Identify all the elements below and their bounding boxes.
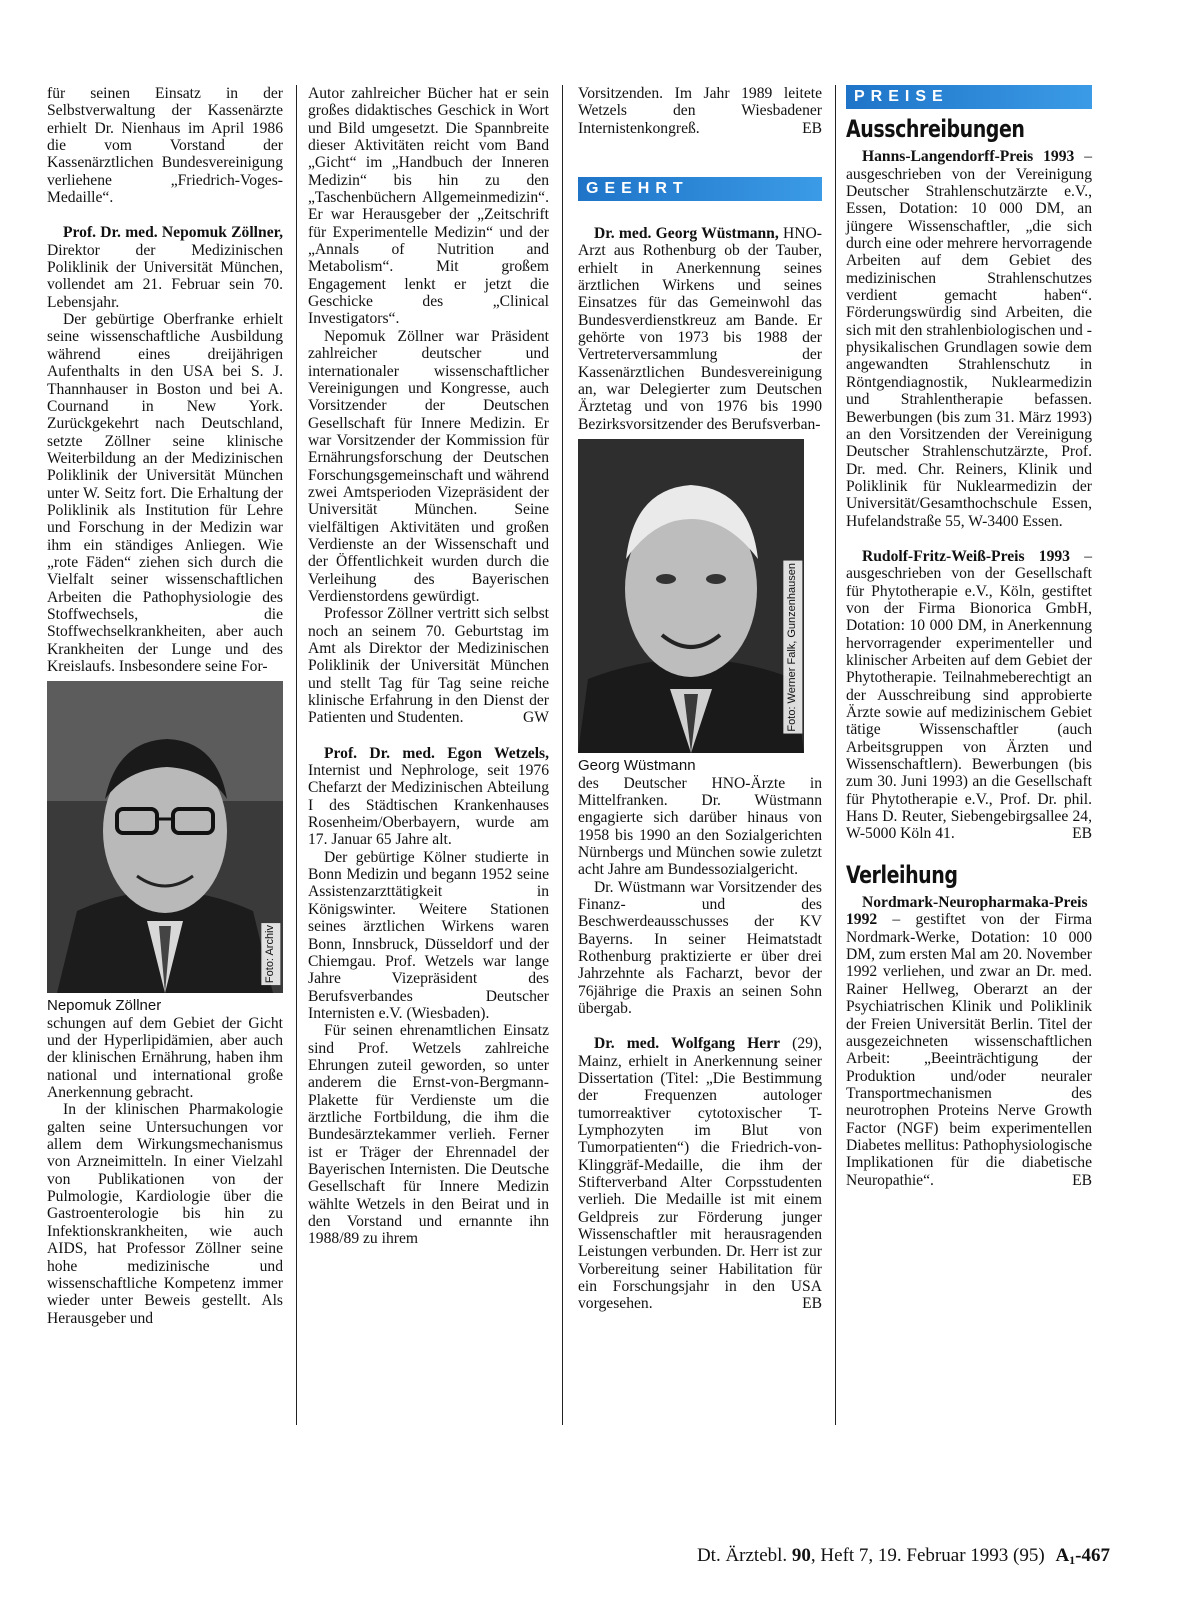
paragraph: Der gebürtige Kölner studierte in Bonn Medizin und begann 1952 seine Assistenzarzttätigkeit in Königswinter. Weitere Stationen seines ärztlichen Wirkens waren Bonn, Innsbruck, Düsseldorf und der Chiemgau. Prof. Wetzels war lange Jahre Vizepräsident des Berufsverbandes Deutscher Internisten e.V. (Wiesbaden). [308,848,549,1022]
paragraph: für seinen Einsatz in der Selbstverwaltung der Kassenärzte erhielt Dr. Nienhaus im April 1986 die vom Vorstand der Kassenärztlichen Bundesvereinigung verliehene „Friedrich-Voges-Medaille“. [47,85,283,207]
journal-issue: , Heft 7, 19. Februar 1993 (95) [810,1545,1045,1566]
paragraph: des Deutscher HNO-Ärzte in Mittelfranken. Dr. Wüstmann engagierte sich darüber hinaus von 1958 bis 1990 an den Sozialgerichten Nürnbergs und München sowie zuletzt acht Jahre am Bundessozialgericht. [578,774,822,879]
paragraph: Professor Zöllner vertritt sich selbst noch an seinem 70. Geburtstag im Amt als Direktor der Medizinischen Poliklinik der Universität München und stellt Tag für Tag seine reiche klinische Erfahrung in den Dienst der Patienten und Studenten. GW [308,605,549,727]
paragraph: In der klinischen Pharmakologie galten seine Untersuchungen vor allem dem Wirkungsmechanismus von Arzneimitteln. In einer Vielzahl von Publikationen von der Pulmologie, Kardiologie über die Gastroenterologie bis hin zu Infektionskrankheiten, wie auch AIDS, hat Professor Zöllner seine hohe medizinische und wissenschaftliche Kompetenz immer wieder unter Beweis gestellt. Als Herausgeber und [47,1101,283,1327]
photo-credit: Foto: Werner Falk, Gunzenhausen [783,561,802,734]
paragraph: Dr. med. Georg Wüstmann, HNO-Arzt aus Rothenburg ob der Tauber, erhielt in Anerkennung seines ärztlichen Wirkens und seines Einsatzes für das Gemeinwohl das Bundesverdienstkreuz am Bande. Er gehörte von 1973 bis 1988 der Vertreterversammlung der Kassenärztlichen Bundesvereinigung an, war Delegierter zum Deutschen Ärztetag und von 1976 bis 1990 Bezirksvorsitzender des Berufsverban- [578,225,822,433]
journal-volume: 90 [791,1545,811,1566]
photo-caption: Nepomuk Zöllner [47,997,162,1015]
column-2 [308,85,549,1248]
portrait-wuestmann-image [578,439,804,753]
paragraph: Dr. med. Wolfgang Herr (29), Mainz, erhielt in Anerkennung seiner Dissertation (Titel: „Die Bestimmung der Frequenzen autologer tumorreaktiver cytotoxischer T-Lymphozyten im Blut von Tumorpatienten“) die Friedrich-von-Klinggräf-Medaille, die ihm der Stifterverband Alter Corpsstudenten verlieh. Die Medaille ist mit einem Geldpreis zur Förderung junger Wissenschaftler mit herausragenden Leistungen verbunden. Dr. Herr ist zur Vorbereitung seiner Habilitation für ein Forschungsjahr in den USA vorgesehen. EB [578,1035,823,1313]
paragraph: Nepomuk Zöllner war Präsident zahlreicher deutscher und internationaler wissenschaftlicher Vereinigungen und Kongresse, auch Vorsitzender der Deutschen Gesellschaft für Innere Medizin. Er war Vorsitzender der Kommission für Ernährungsforschung der Deutschen Forschungsgemeinschaft und während zwei Amtsperioden Vizepräsident der Universität München. Seine vielfältigen Aktivitäten und großen Verdienste an der Wissenschaft und der Öffentlichkeit wurden durch die Verleihung des Bayerischen Verdienstordens gewürdigt. [308,327,549,605]
column-3 [578,85,822,1313]
portrait-zoellner-image [47,681,283,993]
paragraph: Prof. Dr. med. Nepomuk Zöllner, Direktor der Medizinischen Poliklinik der Universität München, vollendet am 21. Februar sein 70. Lebensjahr. [47,224,283,311]
person-name: Dr. med. Georg Wüstmann, [594,225,779,243]
paragraph: Der gebürtige Oberfranke erhielt seine wissenschaftliche Ausbildung während eines dreijährigen Aufenthalts in den USA bei S. J. Thannhauser in Boston und bei A. Cournand in New York. Zurückgekehrt nach Deutschland, setzte Zöllner seine klinische Weiterbildung an der Medizinischen Poliklinik der Universität München unter W. Seitz fort. Die Erhaltung der Poliklinik als Institution für Lehre und Forschung in der Medizin war ihm ein ständiges Anliegen. Wie „rote Fäden“ ziehen sich durch die Vielfalt seiner wissenschaftlichen Arbeiten die Pathophysiologie des Stoffwechsels, die Stoffwechselkrankheiten, aber auch Krankheiten der Lunge und des Kreislaufs. Insbesondere seine For- [47,311,283,675]
person-name: Prof. Dr. med. Nepomuk Zöllner, [63,224,283,242]
paragraph: Dr. Wüstmann war Vorsitzender des Finanz- und des Beschwerdeausschusses der KV Bayerns. In seiner Heimatstadt Rothenburg praktizierte er über drei Jahrzehnte als Facharzt, bevor der 76jährige die Praxis an seinen Sohn übergab. [578,878,822,1017]
author-sign: GW [523,709,549,727]
prize-name: Rudolf-Fritz-Weiß-Preis 1993 [862,547,1070,565]
author-sign: EB [1072,825,1092,843]
section-banner-geehrt: GEEHRT [578,177,822,201]
column-4 [846,85,1092,1189]
portrait-photo-zoellner [47,681,283,993]
prize-name: Hanns-Langendorff-Preis 1993 [862,148,1075,166]
column-divider [296,85,297,1425]
author-sign: EB [802,1295,822,1313]
section-banner-preise: PREISE [846,85,1092,109]
paragraph: Prof. Dr. med. Egon Wetzels, Internist und Nephrologe, seit 1976 Chefarzt der Medizinischen Abteilung I des Städtischen Krankenhauses Rosenheim/Oberbayern, wurde am 17. Januar 65 Jahre alt. [308,744,549,849]
author-sign: EB [802,119,822,137]
column-divider [562,85,563,1425]
person-name: Dr. med. Wolfgang Herr [594,1035,781,1053]
prize-name: Nordmark-Neuropharmaka-Preis 1992 [846,894,1088,929]
paragraph: Autor zahlreicher Bücher hat er sein großes didaktisches Geschick in Wort und Bild umgesetzt. Die Spannbreite dieser Aktivitäten reicht vom Band „Gicht“ im „Handbuch der Inneren Medizin“ bis hin zu den „Taschenbüchern Allgemeinmedizin“. Er war Herausgeber der „Zeitschrift für Experimentelle Medizin“ und der „Annals of Nutrition and Metabolism“. Mit großem Engagement lenkt er jetzt die Geschicke des „Clinical Investigators“. [308,85,549,328]
column-divider [835,85,836,1425]
photo-credit: Foto: Archiv [261,923,280,985]
paragraph: schungen auf dem Gebiet der Gicht und der Hyperlipidämien, aber auch der klinischen Ernährung, haben ihm national und international große Anerkennung gebracht. [47,1014,283,1102]
paragraph: Hanns-Langendorff-Preis 1993 – ausgeschrieben von der Vereinigung Deutscher Strahlenschutzärzte e.V., Essen, Dotation: 10 000 DM, an jüngere Wissenschaftler, „die sich durch eine oder mehrere hervorragende Arbeiten auf dem Gebiet des medizinischen Strahlenschutzes verdient gemacht haben“. Förderungswürdig sind Arbeiten, die sich mit den strahlenbiologischen und -physikalischen Grundlagen sowie dem angewandten Strahlenschutz in Röntgendiagnostik, Nuklearmedizin und Strahlentherapie befassen. Bewerbungen (bis zum 31. März 1993) an den Vorsitzenden der Vereinigung Deutscher Strahlenschutzärzte, Prof. Dr. med. Chr. Reiners, Klinik und Poliklinik für Nuklearmedizin der Universität/Gesamthochschule Essen, Hufelandstraße 55, W-3400 Essen. [846,148,1092,530]
person-name: Prof. Dr. med. Egon Wetzels, [324,744,549,762]
column-1 [47,85,283,1327]
author-sign: EB [1072,1171,1092,1189]
photo-caption: Georg Wüstmann [578,757,696,775]
paragraph: Nordmark-Neuropharmaka-Preis 1992 – gestiftet von der Firma Nordmark-Werke, Dotation: 10 000 DM, zum ersten Mal am 20. November 1992 verliehen, und zwar an Dr. med. Rainer Hellweg, Oberarzt an der Psychiatrischen Klinik und Poliklinik der Freien Universität Berlin. Titel der ausgezeichneten wissenschaftlichen Arbeit: „Beeinträchtigung der Produktion und/oder neuraler Transportmechanismen des neurotrophen Proteins Nerve Growth Factor (NGF) beim experimentellen Diabetes mellitus: Pathophysiologische Implikationen für die diabetische Neuropathie“. EB [846,894,1093,1189]
page-footer [697,1545,1110,1568]
paragraph: Rudolf-Fritz-Weiß-Preis 1993 – ausgeschrieben von der Gesellschaft für Phytotherapie e.V., Köln, gestiftet von der Firma Bionorica GmbH, Dotation: 10 000 DM, in Anerkennung hervorragender experimenteller und klinischer Arbeiten auf dem Gebiet der Phytotherapie. Teilnahmeberechtigt an der Ausschreibung sind approbierte Ärzte sowie auf medizinischem Gebiet tätige Wissenschaftler (auch Arbeitsgruppen von Ärzten und Wissenschaftlern). Bewerbungen (bis zum 30. Juni 1993) an die Gesellschaft für Phytotherapie e.V., Prof. Dr. phil. Hans D. Reuter, Siebengebirgsallee 24, W-5000 Köln 41. EB [846,547,1092,843]
journal-name: Dt. Ärztebl. [696,1545,788,1566]
paragraph: Für seinen ehrenamtlichen Einsatz sind Prof. Wetzels zahlreiche Ehrungen zuteil geworden, so unter anderem die Ernst-von-Bergmann-Plakette für Verdienste um die ärztliche Fortbildung, die ihm die Bundesärztekammer verlieh. Ferner ist er Träger der Ehrennadel der Bayerischen Internisten. Die Deutsche Gesellschaft für Innere Medizin wählte Wetzels in den Beirat und in den Vorstand und ernannte ihn 1988/89 zu ihrem [308,1022,549,1248]
portrait-photo-wuestmann [578,439,804,753]
page-number: $A_1-467$ [1055,1545,1110,1567]
section-heading: Verleihung [846,860,958,889]
section-heading: Ausschreibungen [846,115,1025,143]
paragraph: Vorsitzenden. Im Jahr 1989 leitete Wetzels den Wiesbadener Internistenkongreß. EB [578,85,822,137]
